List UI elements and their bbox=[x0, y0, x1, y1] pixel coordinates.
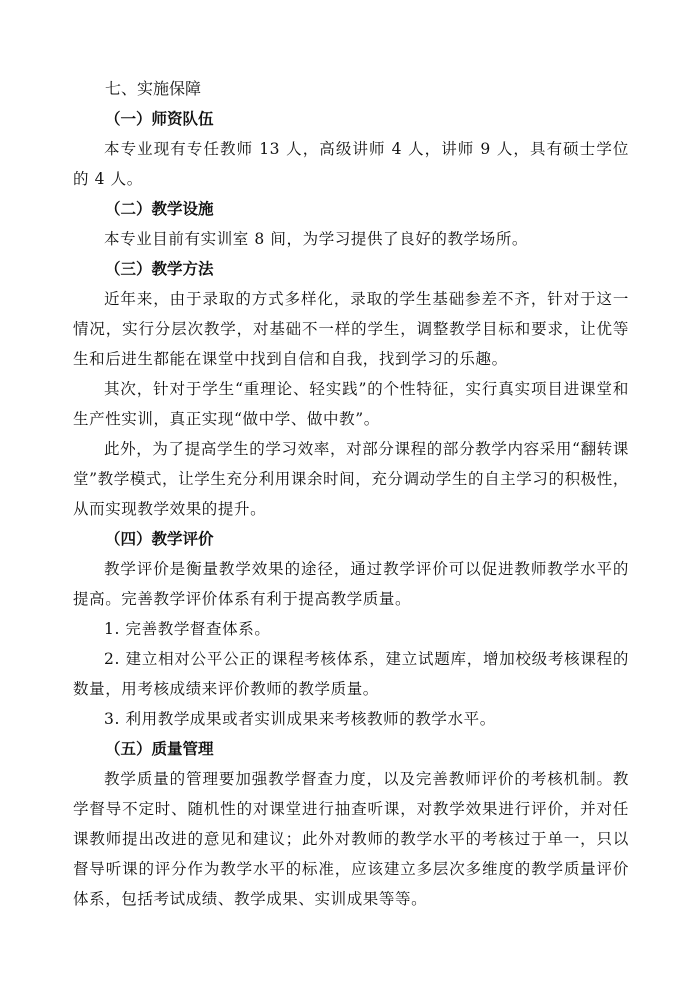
heading-teaching-methods: （三）教学方法 bbox=[105, 260, 214, 278]
paragraph-methods-1: 近年来，由于录取的方式多样化，录取的学生基础参差不齐，针对于这一情况，实行分层次教学，对基础不一样的学生，调整教学目标和要求，让优等生和后进生都能在课堂中找到自信和自我，找到学习的乐趣。 bbox=[73, 290, 629, 368]
heading-teaching-facilities: （二）教学设施 bbox=[105, 200, 214, 218]
paragraph-methods-3: 此外，为了提高学生的学习效率，对部分课程的部分教学内容采用“翻转课堂”教学模式，让学生充分利用课余时间，充分调动学生的自主学习的积极性，从而实现教学效果的提升。 bbox=[73, 440, 629, 518]
heading-teaching-evaluation: （四）教学评价 bbox=[105, 530, 214, 548]
section-title-implementation: 七、实施保障 bbox=[105, 79, 202, 98]
paragraph-evaluation-item-3: 3. 利用教学成果或者实训成果来考核教师的教学水平。 bbox=[104, 710, 496, 728]
heading-quality-management: （五）质量管理 bbox=[105, 740, 214, 758]
paragraph-evaluation-intro: 教学评价是衡量教学效果的途径，通过教学评价可以促进教师教学水平的提高。完善教学评价体系有利于提高教学质量。 bbox=[73, 560, 629, 608]
document-page bbox=[73, 74, 629, 914]
paragraph-methods-2: 其次，针对于学生“重理论、轻实践”的个性特征，实行真实项目进课堂和生产性实训，真正实现“做中学、做中教”。 bbox=[73, 380, 629, 428]
paragraph-teaching-facilities: 本专业目前有实训室 8 间，为学习提供了良好的教学场所。 bbox=[104, 230, 529, 248]
paragraph-evaluation-item-2: 2. 建立相对公平公正的课程考核体系，建立试题库，增加校级考核课程的数量，用考核成绩来评价教师的教学质量。 bbox=[73, 650, 629, 698]
paragraph-teaching-staff: 本专业现有专任教师 13 人，高级讲师 4 人，讲师 9 人，具有硕士学位的 4 人。 bbox=[73, 140, 629, 188]
paragraph-quality-management: 教学质量的管理要加强教学督查力度，以及完善教师评价的考核机制。教学督导不定时、随机性的对课堂进行抽查听课，对教学效果进行评价，并对任课教师提出改进的意见和建议；此外对教师的教学水平的考核过于单一，只以督导听课的评分作为教学水平的标准，应该建立多层次多维度的教学质量评价体系，包括考试成绩、教学成果、实训成果等等。 bbox=[73, 770, 629, 908]
paragraph-evaluation-item-1: 1. 完善教学督查体系。 bbox=[104, 620, 271, 638]
heading-teaching-staff: （一）师资队伍 bbox=[105, 110, 214, 128]
